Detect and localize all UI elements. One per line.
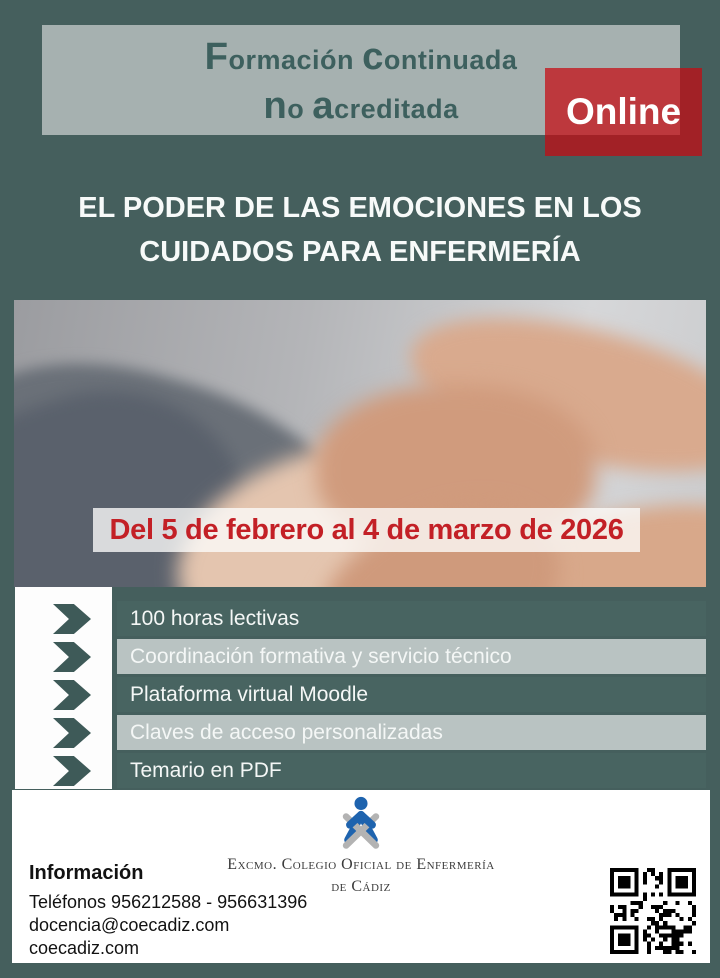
feature-row — [117, 601, 706, 636]
info-phones: Teléfonos 956212588 - 956631396 — [29, 892, 308, 912]
course-title: EL PODER DE LAS EMOCIONES EN LOS CUIDADOS PARA ENFERMERÍA — [78, 192, 642, 268]
feature-list — [0, 587, 720, 793]
feature-row — [117, 639, 706, 674]
chevron-right-icon — [53, 680, 91, 710]
feature-row — [117, 677, 706, 712]
formation-banner-line1: Formación continuada — [204, 35, 518, 78]
hands-photo — [14, 300, 706, 587]
feature-label: Coordinación formativa y servicio técnico — [130, 645, 512, 668]
coecadiz-logo-icon — [332, 796, 390, 852]
online-badge — [545, 68, 702, 156]
organization-name-line1: Excmo. Colegio Oficial de Enfermería — [227, 856, 495, 873]
formation-banner-line2: no acreditada — [263, 84, 459, 127]
info-email: docencia@coecadiz.com — [29, 915, 230, 935]
feature-label: Plataforma virtual Moodle — [130, 683, 369, 706]
date-banner — [93, 508, 640, 552]
online-badge-label: Online — [565, 91, 682, 132]
info-website: coecadiz.com — [29, 938, 140, 958]
info-heading: Información — [29, 862, 144, 884]
feature-label: Temario en PDF — [130, 759, 282, 782]
organization-name-line2: de Cádiz — [331, 877, 391, 895]
qr-code — [608, 866, 698, 956]
feature-row — [117, 753, 706, 788]
contact-info — [29, 862, 307, 960]
date-banner-text: Del 5 de febrero al 4 de marzo de 2026 — [109, 513, 624, 546]
chevron-right-icon — [53, 642, 91, 672]
chevron-right-icon — [53, 756, 91, 786]
feature-label: 100 horas lectivas — [130, 607, 300, 630]
footer-panel — [12, 790, 710, 963]
chevron-right-icon — [53, 718, 91, 748]
feature-label: Claves de acceso personalizadas — [130, 721, 443, 744]
feature-row — [117, 715, 706, 750]
chevron-right-icon — [53, 604, 91, 634]
